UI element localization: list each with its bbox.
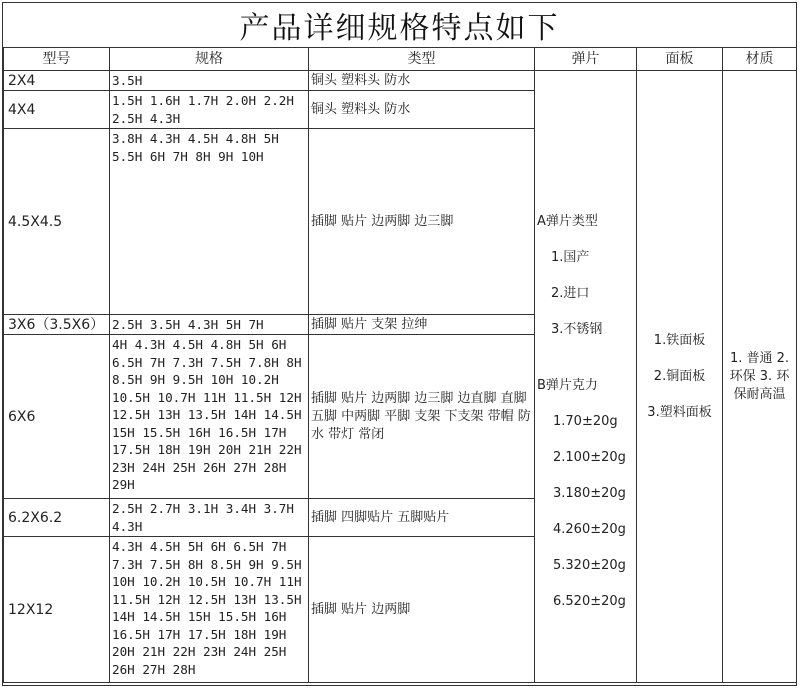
dome-cell [535,71,637,683]
header-spec: 规格 [110,48,309,71]
panel-cell [637,71,723,683]
spec-sheet [2,2,797,686]
type-cell: 铜头 塑料头 防水 [309,91,535,129]
model-cell: 6.2X6.2 [4,499,110,537]
spec-cell: 2.5H 3.5H 4.3H 5H 7H [110,315,309,335]
type-cell: 插脚 贴片 边两脚 边三脚 边直脚 直脚 五脚 中两脚 平脚 支架 下支架 带帽 防水 带灯 常闭 [309,335,535,499]
dome-type-item: 3.不锈钢 [551,321,603,337]
type-cell: 插脚 贴片 边两脚 边三脚 [309,129,535,315]
header-model: 型号 [4,48,110,71]
dome-force-item: 6.520±20g [553,593,626,609]
spec-cell: 4.3H 4.5H 5H 6H 6.5H 7H 7.3H 7.5H 8H 8.5H 9H 9.5H 10H 10.2H 10.5H 10.7H 11H 11.5H 12H 12.5H 13H 13.5H 14H 14.5H 15H 15.5H 16H 16.5H 17H 17.5H 18H 19H 20H 21H 22H 23H 24H 25H 26H 27H 28H [110,537,309,683]
spec-cell: 3.8H 4.3H 4.5H 4.8H 5H 5.5H 6H 7H 8H 9H 10H [110,129,309,315]
header-panel: 面板 [637,48,723,71]
header-type: 类型 [309,48,535,71]
dome-type-item: 2.进口 [551,285,590,301]
dome-force-item: 5.320±20g [553,557,626,573]
spec-cell: 3.5H [110,71,309,91]
spec-cell: 1.5H 1.6H 1.7H 2.0H 2.2H 2.5H 4.3H [110,91,309,129]
page-title: 产品详细规格特点如下 [3,3,796,48]
type-cell: 铜头 塑料头 防水 [309,71,535,91]
spec-cell: 2.5H 2.7H 3.1H 3.4H 3.7H 4.3H [110,499,309,537]
model-cell: 4X4 [4,91,110,129]
panel-item: 3.塑料面板 [647,404,712,420]
spec-table [3,47,797,683]
table-row [4,71,797,91]
type-cell: 插脚 四脚贴片 五脚贴片 [309,499,535,537]
dome-force-item: 1.70±20g [553,413,618,429]
type-cell: 插脚 贴片 边两脚 [309,537,535,683]
header-row [4,48,797,71]
material-cell: 1. 普通 2. 环保 3. 环保耐高温 [723,71,797,683]
dome-force-item: 2.100±20g [553,449,626,465]
model-cell: 12X12 [4,537,110,683]
type-cell: 插脚 贴片 支架 拉绅 [309,315,535,335]
header-dome: 弹片 [535,48,637,71]
dome-force-item: 4.260±20g [553,521,626,537]
dome-type-item: 1.国产 [551,249,590,265]
header-material: 材质 [723,48,797,71]
dome-force-item: 3.180±20g [553,485,626,501]
model-cell: 4.5X4.5 [4,129,110,315]
dome-force-heading: B弹片克力 [537,377,598,393]
model-cell: 2X4 [4,71,110,91]
dome-type-heading: A弹片类型 [537,213,598,229]
model-cell: 6X6 [4,335,110,499]
panel-item: 1.铁面板 [653,332,706,348]
spec-cell: 4H 4.3H 4.5H 4.8H 5H 6H 6.5H 7H 7.3H 7.5H 7.8H 8H 8.5H 9H 9.5H 10H 10.2H 10.5H 10.7H 11H 11.5H 12H 12.5H 13H 13.5H 14H 14.5H 15H 15.5H 16H 16.5H 17H 17.5H 18H 19H 20H 21H 22H 23H 24H 25H 26H 27H 28H 29H [110,335,309,499]
panel-item: 2.铜面板 [653,368,706,384]
model-cell: 3X6（3.5X6） [4,315,110,335]
